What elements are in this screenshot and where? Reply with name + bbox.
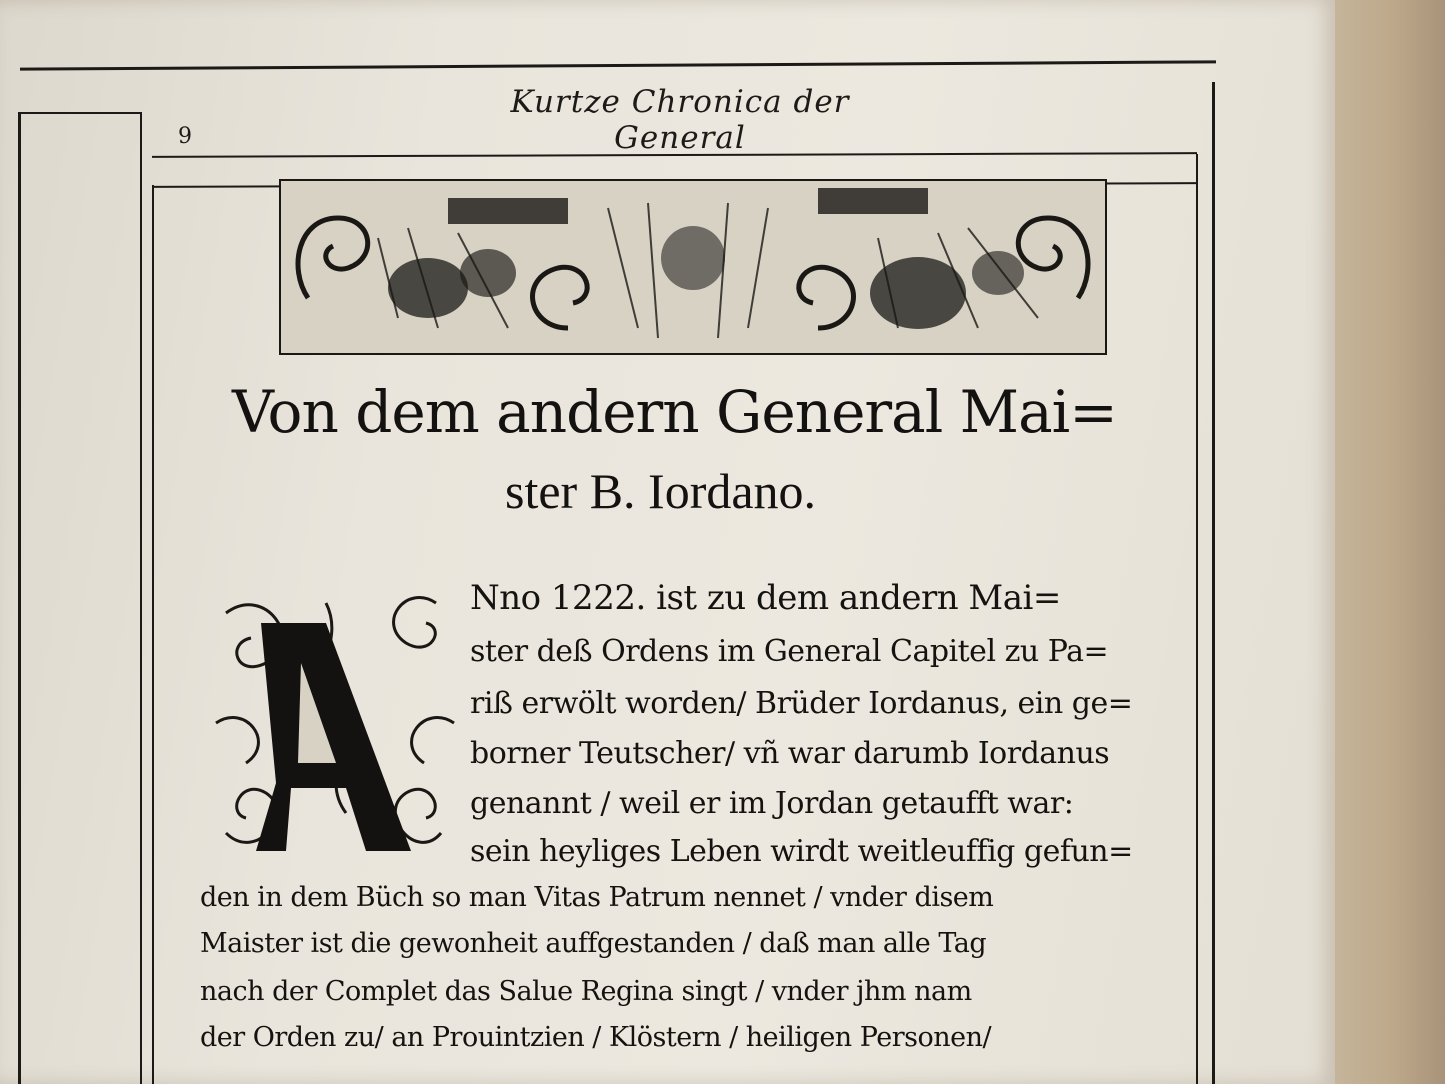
- body-line: borner Teutscher/ vñ war darumb Iordanus: [470, 736, 1110, 771]
- running-title: Kurtze Chronica der General: [510, 84, 850, 156]
- outer-frame-right: [1212, 82, 1215, 1084]
- body-line: der Orden zu/ an Prouintzien / Klöstern / heiligen Personen/: [200, 1022, 992, 1053]
- decorated-initial-A-icon: [206, 583, 464, 861]
- text-frame-right: [1196, 154, 1198, 1084]
- body-line: riß erwölt worden/ Brüder Iordanus, ein ge=: [470, 686, 1133, 721]
- body-line: ster deß Ordens im General Capitel zu Pa=: [470, 634, 1109, 669]
- inner-frame-left-2: [152, 185, 154, 1084]
- header-rule-left: [20, 112, 140, 114]
- woodcut-headpiece-ornament-icon: [278, 178, 1108, 356]
- body-line: den in dem Büch so man Vitas Patrum nennet / vnder disem: [200, 882, 994, 913]
- body-line: Maister ist die gewonheit auffgestanden / daß man alle Tag: [200, 928, 987, 959]
- body-line: nach der Complet das Salue Regina singt / vnder jhm nam: [200, 976, 972, 1007]
- page-number: 9: [178, 124, 192, 149]
- body-line: genannt / weil er im Jordan getaufft war:: [470, 786, 1074, 821]
- outer-frame-left: [18, 112, 21, 1084]
- inner-frame-left: [140, 112, 142, 1084]
- body-line: Nno 1222. ist zu dem andern Mai=: [470, 578, 1061, 618]
- chapter-heading-line-1: Von dem andern General Mai=: [232, 378, 1117, 446]
- body-line: sein heyliges Leben wirdt weitleuffig gefun=: [470, 834, 1133, 869]
- outer-frame-top: [20, 60, 1216, 70]
- chapter-heading-line-2: ster B. Iordano.: [505, 463, 817, 519]
